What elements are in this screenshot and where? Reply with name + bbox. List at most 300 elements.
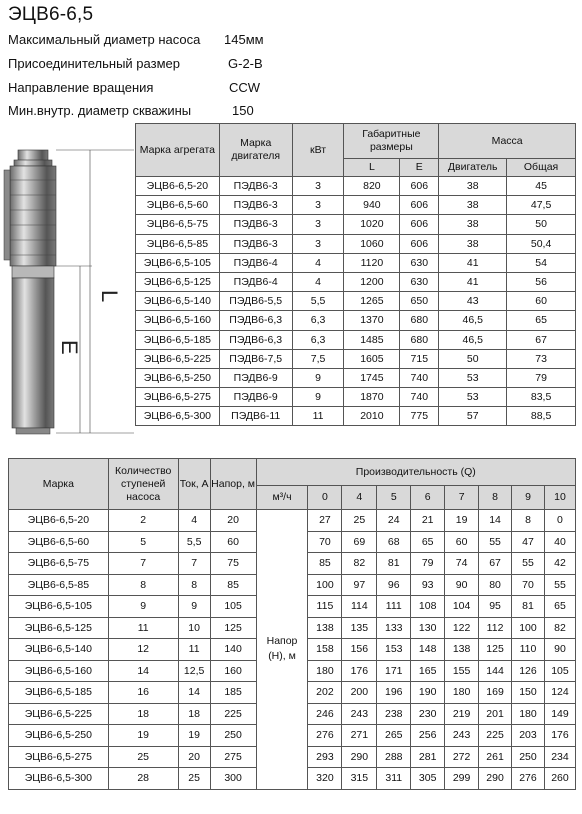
table-cell: 130 (411, 617, 445, 639)
table-cell: 203 (512, 725, 545, 747)
table-cell: 1870 (344, 388, 400, 407)
table-cell: 90 (544, 639, 575, 661)
header-kw: кВт (292, 124, 344, 177)
table-cell: 68 (377, 531, 411, 553)
performance-table-body (9, 510, 576, 790)
table-cell: 234 (544, 746, 575, 768)
table-cell: 70 (512, 574, 545, 596)
table-cell: 124 (544, 682, 575, 704)
table-cell: 18 (178, 703, 210, 725)
spec-label: Мин.внутр. диаметр скважины (8, 103, 192, 118)
table-cell: ПЭДВ6-5,5 (219, 292, 292, 311)
header-l: L (344, 159, 400, 177)
table-cell: ПЭДВ6-11 (219, 407, 292, 426)
table-cell: 740 (400, 368, 439, 387)
spec-value: G-2-В (228, 56, 263, 71)
table-cell: 820 (344, 177, 400, 196)
table-cell: ПЭДВ6-3 (219, 215, 292, 234)
table-cell: 281 (411, 746, 445, 768)
head-note: Напор (Н), м (256, 510, 308, 790)
header-capacity: Производительность (Q) (256, 459, 575, 486)
table-cell: 125 (479, 639, 512, 661)
table-cell: 25 (342, 510, 377, 532)
table-cell: 19 (445, 510, 479, 532)
dim-label-l: L (97, 290, 122, 303)
table-cell: 100 (512, 617, 545, 639)
table-cell: 311 (377, 768, 411, 790)
table-cell: 14 (178, 682, 210, 704)
table-cell: 320 (308, 768, 342, 790)
table-cell: 200 (342, 682, 377, 704)
table-cell: ЭЦВ6-6,5-185 (9, 682, 109, 704)
table-cell: 25 (178, 768, 210, 790)
table-cell: 3 (292, 234, 344, 253)
table-cell: 290 (342, 746, 377, 768)
table-cell: ПЭДВ6-3 (219, 196, 292, 215)
table-cell: ЭЦВ6-6,5-300 (9, 768, 109, 790)
table-cell: 25 (108, 746, 178, 768)
table-cell: ЭЦВ6-6,5-85 (9, 574, 109, 596)
table-cell: 112 (479, 617, 512, 639)
table-cell: 6,3 (292, 311, 344, 330)
header-mass: Масса (439, 124, 576, 159)
table-cell: 41 (439, 272, 507, 291)
table-cell: 16 (108, 682, 178, 704)
table-cell: 114 (342, 596, 377, 618)
table-cell: 38 (439, 177, 507, 196)
performance-table (8, 458, 576, 790)
table-cell: 19 (108, 725, 178, 747)
table-cell: 4 (292, 272, 344, 291)
header-model: Марка агрегата (136, 124, 220, 177)
table-row (136, 234, 576, 253)
table-cell: 40 (544, 531, 575, 553)
table-row (136, 311, 576, 330)
table-cell: 238 (377, 703, 411, 725)
table-cell: ПЭДВ6-6,3 (219, 330, 292, 349)
table-cell: 9 (292, 368, 344, 387)
table-cell: 180 (445, 682, 479, 704)
table-cell: 50,4 (507, 234, 576, 253)
table-cell: 5,5 (178, 531, 210, 553)
table-cell: ЭЦВ6-6,5-140 (136, 292, 220, 311)
table-cell: 45 (507, 177, 576, 196)
table-cell: 47,5 (507, 196, 576, 215)
table-cell: 46,5 (439, 311, 507, 330)
table-cell: 1265 (344, 292, 400, 311)
table-cell: 18 (108, 703, 178, 725)
table-cell: 176 (544, 725, 575, 747)
table-cell: 299 (445, 768, 479, 790)
table-cell: 1120 (344, 253, 400, 272)
spec-min-well-diameter (8, 103, 254, 118)
table-cell: 82 (544, 617, 575, 639)
table-cell: 1200 (344, 272, 400, 291)
spec-connection-size (8, 56, 263, 71)
table-cell: 180 (512, 703, 545, 725)
table-cell: 46,5 (439, 330, 507, 349)
table-cell: 630 (400, 253, 439, 272)
table-cell: 81 (512, 596, 545, 618)
table-cell: 50 (507, 215, 576, 234)
table-cell: 126 (512, 660, 545, 682)
table-cell: 70 (308, 531, 342, 553)
table-cell: 56 (507, 272, 576, 291)
table-cell: 196 (377, 682, 411, 704)
table-cell: 940 (344, 196, 400, 215)
table-cell: 95 (479, 596, 512, 618)
table-cell: 41 (439, 253, 507, 272)
table-cell: 202 (308, 682, 342, 704)
table-cell: 0 (544, 510, 575, 532)
table-cell: 171 (377, 660, 411, 682)
table-cell: 148 (411, 639, 445, 661)
table-cell: 243 (445, 725, 479, 747)
table-cell: 1605 (344, 349, 400, 368)
table-cell: 53 (439, 368, 507, 387)
table-cell: 6,3 (292, 330, 344, 349)
table-cell: ПЭДВ6-3 (219, 234, 292, 253)
header-flow: 6 (411, 486, 445, 510)
table-cell: 90 (445, 574, 479, 596)
table-cell: 219 (445, 703, 479, 725)
spec-label: Максимальный диаметр насоса (8, 32, 201, 47)
table-cell: 775 (400, 407, 439, 426)
table-cell: 42 (544, 553, 575, 575)
table-cell: 606 (400, 196, 439, 215)
table-cell: 79 (411, 553, 445, 575)
table-row (136, 330, 576, 349)
table-cell: 4 (178, 510, 210, 532)
header-head: Напор, м (210, 459, 256, 510)
table-cell: 1745 (344, 368, 400, 387)
table-cell: ЭЦВ6-6,5-60 (9, 531, 109, 553)
table-cell: 9 (108, 596, 178, 618)
table-cell: ЭЦВ6-6,5-75 (9, 553, 109, 575)
table-cell: 250 (512, 746, 545, 768)
table-cell: 14 (479, 510, 512, 532)
table-cell: 3 (292, 215, 344, 234)
table-cell: 10 (178, 617, 210, 639)
table-cell: 680 (400, 311, 439, 330)
table-row (136, 368, 576, 387)
table-cell: 55 (479, 531, 512, 553)
table-cell: 260 (544, 768, 575, 790)
table-cell: 250 (210, 725, 256, 747)
table-cell: 75 (210, 553, 256, 575)
table-cell: 230 (411, 703, 445, 725)
table-cell: 271 (342, 725, 377, 747)
table-cell: ЭЦВ6-6,5-140 (9, 639, 109, 661)
table-cell: 80 (479, 574, 512, 596)
header-current: Ток, А (178, 459, 210, 510)
header-flow: 10 (544, 486, 575, 510)
table-cell: 67 (507, 330, 576, 349)
table-cell: 20 (178, 746, 210, 768)
header-flow: 8 (479, 486, 512, 510)
table-cell: 60 (507, 292, 576, 311)
table-cell: 156 (342, 639, 377, 661)
table-cell: 12 (108, 639, 178, 661)
table-cell: 153 (377, 639, 411, 661)
table-row (136, 196, 576, 215)
table-cell: 43 (439, 292, 507, 311)
table-cell: 53 (439, 388, 507, 407)
table-cell: 243 (342, 703, 377, 725)
table-cell: 60 (210, 531, 256, 553)
spec-max-diameter (8, 32, 264, 47)
dimensions-table (135, 123, 576, 426)
table-cell: 111 (377, 596, 411, 618)
table-cell: 115 (308, 596, 342, 618)
table-cell: 96 (377, 574, 411, 596)
table-cell: 110 (512, 639, 545, 661)
table-cell: 82 (342, 553, 377, 575)
spec-rotation (8, 80, 261, 95)
table-cell: 1485 (344, 330, 400, 349)
table-cell: 125 (210, 617, 256, 639)
table-cell: 55 (512, 553, 545, 575)
table-cell: 276 (512, 768, 545, 790)
table-cell: 680 (400, 330, 439, 349)
table-cell: ЭЦВ6-6,5-85 (136, 234, 220, 253)
table-row (9, 510, 576, 532)
table-cell: ЭЦВ6-6,5-160 (9, 660, 109, 682)
table-cell: 138 (308, 617, 342, 639)
table-cell: ЭЦВ6-6,5-20 (9, 510, 109, 532)
table-cell: 606 (400, 234, 439, 253)
table-cell: ПЭДВ6-9 (219, 368, 292, 387)
table-cell: ЭЦВ6-6,5-225 (136, 349, 220, 368)
table-cell: 65 (411, 531, 445, 553)
table-cell: ПЭДВ6-6,3 (219, 311, 292, 330)
table-cell: 225 (479, 725, 512, 747)
header-motor: Марка двигателя (219, 124, 292, 177)
header-flow: 4 (342, 486, 377, 510)
table-cell: 176 (342, 660, 377, 682)
table-cell: 715 (400, 349, 439, 368)
table-cell: 150 (512, 682, 545, 704)
pump-drawing (0, 140, 134, 450)
table-cell: 38 (439, 196, 507, 215)
table-cell: 135 (342, 617, 377, 639)
header-model: Марка (9, 459, 109, 510)
table-cell: ЭЦВ6-6,5-60 (136, 196, 220, 215)
spec-label: Присоединительный размер (8, 56, 180, 71)
table-row (136, 388, 576, 407)
table-cell: 105 (210, 596, 256, 618)
table-cell: 169 (479, 682, 512, 704)
spec-value: CCW (229, 80, 261, 95)
table-cell: 5,5 (292, 292, 344, 311)
table-cell: 65 (544, 596, 575, 618)
table-cell: 9 (292, 388, 344, 407)
table-cell: ПЭДВ6-4 (219, 253, 292, 272)
table-cell: 165 (411, 660, 445, 682)
table-cell: 60 (445, 531, 479, 553)
table-cell: ПЭДВ6-7,5 (219, 349, 292, 368)
table-cell: 606 (400, 215, 439, 234)
table-cell: 2010 (344, 407, 400, 426)
table-cell: ПЭДВ6-9 (219, 388, 292, 407)
spec-value: 145мм (224, 32, 264, 47)
header-stages: Количество ступеней насоса (108, 459, 178, 510)
table-cell: 100 (308, 574, 342, 596)
header-dimensions: Габаритные размеры (344, 124, 439, 159)
table-cell: 144 (479, 660, 512, 682)
table-cell: ЭЦВ6-6,5-300 (136, 407, 220, 426)
table-cell: 4 (292, 253, 344, 272)
table-cell: ЭЦВ6-6,5-185 (136, 330, 220, 349)
table-cell: 11 (178, 639, 210, 661)
table-cell: 38 (439, 215, 507, 234)
table-cell: 246 (308, 703, 342, 725)
header-e: E (400, 159, 439, 177)
table-cell: 256 (411, 725, 445, 747)
table-cell: 225 (210, 703, 256, 725)
table-cell: 81 (377, 553, 411, 575)
table-cell: 65 (507, 311, 576, 330)
table-cell: ЭЦВ6-6,5-160 (136, 311, 220, 330)
table-cell: 140 (210, 639, 256, 661)
table-cell: ЭЦВ6-6,5-75 (136, 215, 220, 234)
table-cell: 67 (479, 553, 512, 575)
table-cell: 630 (400, 272, 439, 291)
table-cell: 133 (377, 617, 411, 639)
table-cell: 1020 (344, 215, 400, 234)
table-cell: 74 (445, 553, 479, 575)
header-flow: 5 (377, 486, 411, 510)
table-cell: 265 (377, 725, 411, 747)
table-row (136, 177, 576, 196)
table-row (136, 349, 576, 368)
table-row (136, 215, 576, 234)
table-cell: 160 (210, 660, 256, 682)
table-cell: 7 (178, 553, 210, 575)
table-cell: 190 (411, 682, 445, 704)
table-cell: 21 (411, 510, 445, 532)
table-cell: ЭЦВ6-6,5-20 (136, 177, 220, 196)
table-cell: 9 (178, 596, 210, 618)
table-cell: 11 (108, 617, 178, 639)
table-cell: 104 (445, 596, 479, 618)
table-cell: ЭЦВ6-6,5-125 (136, 272, 220, 291)
table-cell: 105 (544, 660, 575, 682)
header-unit: м³/ч (256, 486, 308, 510)
table-cell: 79 (507, 368, 576, 387)
dimensions-table-body (136, 177, 576, 426)
table-cell: 11 (292, 407, 344, 426)
table-cell: 8 (108, 574, 178, 596)
table-cell: 290 (479, 768, 512, 790)
table-cell: 8 (512, 510, 545, 532)
table-cell: 8 (178, 574, 210, 596)
table-cell: 138 (445, 639, 479, 661)
header-flow: 0 (308, 486, 342, 510)
header-flow: 9 (512, 486, 545, 510)
table-cell: 288 (377, 746, 411, 768)
table-cell: ЭЦВ6-6,5-275 (9, 746, 109, 768)
header-mass-total: Общая (507, 159, 576, 177)
table-cell: 88,5 (507, 407, 576, 426)
table-cell: 7 (108, 553, 178, 575)
spec-label: Направление вращения (8, 80, 154, 95)
table-row (136, 292, 576, 311)
table-cell: 272 (445, 746, 479, 768)
table-cell: ЭЦВ6-6,5-125 (9, 617, 109, 639)
table-cell: 261 (479, 746, 512, 768)
table-cell: ЭЦВ6-6,5-225 (9, 703, 109, 725)
header-flow: 7 (445, 486, 479, 510)
table-cell: 85 (210, 574, 256, 596)
table-cell: 185 (210, 682, 256, 704)
table-cell: 20 (210, 510, 256, 532)
table-cell: 1370 (344, 311, 400, 330)
table-cell: ЭЦВ6-6,5-275 (136, 388, 220, 407)
table-cell: 275 (210, 746, 256, 768)
table-cell: 28 (108, 768, 178, 790)
page-title: ЭЦВ6-6,5 (8, 4, 94, 25)
table-cell: 12,5 (178, 660, 210, 682)
table-cell: 97 (342, 574, 377, 596)
table-cell: ЭЦВ6-6,5-250 (136, 368, 220, 387)
table-cell: 27 (308, 510, 342, 532)
table-cell: 3 (292, 177, 344, 196)
table-cell: 93 (411, 574, 445, 596)
table-cell: 7,5 (292, 349, 344, 368)
table-cell: 305 (411, 768, 445, 790)
table-cell: 38 (439, 234, 507, 253)
table-cell: 69 (342, 531, 377, 553)
dim-label-e: E (57, 340, 82, 355)
table-cell: ПЭДВ6-4 (219, 272, 292, 291)
table-cell: 155 (445, 660, 479, 682)
table-cell: 14 (108, 660, 178, 682)
table-cell: ЭЦВ6-6,5-250 (9, 725, 109, 747)
table-cell: 1060 (344, 234, 400, 253)
table-cell: 315 (342, 768, 377, 790)
spec-value: 150 (232, 103, 254, 118)
table-cell: 201 (479, 703, 512, 725)
table-cell: 2 (108, 510, 178, 532)
table-cell: 293 (308, 746, 342, 768)
table-cell: 55 (544, 574, 575, 596)
table-cell: 650 (400, 292, 439, 311)
table-cell: ЭЦВ6-6,5-105 (9, 596, 109, 618)
table-cell: 47 (512, 531, 545, 553)
table-cell: 122 (445, 617, 479, 639)
table-cell: 50 (439, 349, 507, 368)
header-mass-motor: Двигатель (439, 159, 507, 177)
table-cell: 19 (178, 725, 210, 747)
table-cell: 108 (411, 596, 445, 618)
table-cell: 57 (439, 407, 507, 426)
table-cell: 73 (507, 349, 576, 368)
table-cell: 740 (400, 388, 439, 407)
table-cell: 3 (292, 196, 344, 215)
table-cell: ЭЦВ6-6,5-105 (136, 253, 220, 272)
table-row (136, 253, 576, 272)
table-cell: 276 (308, 725, 342, 747)
table-cell: 158 (308, 639, 342, 661)
table-cell: 606 (400, 177, 439, 196)
table-cell: 149 (544, 703, 575, 725)
table-row (136, 407, 576, 426)
table-cell: ПЭДВ6-3 (219, 177, 292, 196)
table-cell: 5 (108, 531, 178, 553)
table-cell: 180 (308, 660, 342, 682)
table-cell: 300 (210, 768, 256, 790)
